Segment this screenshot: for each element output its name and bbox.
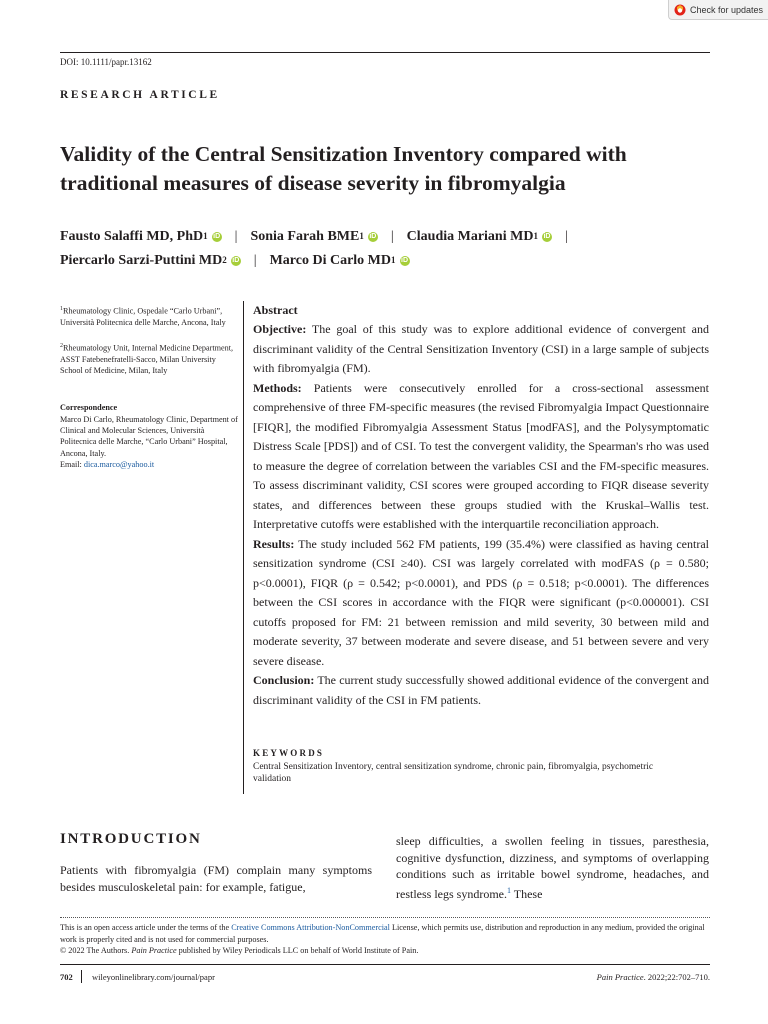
abstract-divider	[243, 301, 244, 794]
results-text: The study included 562 FM patients, 199 (35.4%) were classified as having central sensitization syndrome (CSI ≥40). CSI was largely correlated with modFAS (ρ = 0.580; p<0.0001), FIQR (ρ = 0.542; p<0.0001), and PDS (ρ = 0.518; p<0.0001). The differences between the CSI scores in accordance with the FIQR were significant (p<0.000001). CSI cutoffs proposed for FM: 21 between remission and mild severity, 30 between mild and moderate severity, 37 between moderate and severe disease, and 51 between severe and very severe disease.	[253, 536, 709, 668]
citation-details: . 2022;22:702–710.	[643, 972, 710, 982]
doi: DOI: 10.1111/papr.13162	[60, 57, 152, 67]
title-line-1: Validity of the Central Sensitization Inventory compared with	[60, 142, 627, 166]
results-label: Results:	[253, 536, 295, 551]
affiliation-number: 1	[60, 306, 63, 312]
affiliation-text: Rheumatology Unit, Internal Medicine Department, ASST Fatebenefratelli-Sacco, Milan University School of Medicine, Milan, Italy	[60, 343, 234, 376]
abstract-body	[253, 320, 709, 710]
cc-license-link[interactable]: Creative Commons Attribution-NonCommercial	[231, 923, 390, 932]
introduction-text-tail: These	[510, 886, 543, 901]
author-separator: |	[234, 229, 238, 244]
orcid-icon[interactable]: iD	[369, 233, 377, 240]
introduction-text: sleep difficulties, a swollen feeling in tissues, paresthesia, cognitive dysfunction, dizziness, and symptoms of overlapping conditions such as irritable bowel syndrome, headaches, and restless legs syndrome.	[396, 834, 709, 901]
journal-url[interactable]: wileyonlinelibrary.com/journal/papr	[92, 972, 215, 982]
author-affiliation-ref: 1	[533, 231, 538, 241]
author-name[interactable]: Piercarlo Sarzi-Puttini MD	[60, 253, 223, 268]
abstract-conclusion	[253, 671, 709, 710]
citation	[597, 972, 710, 982]
copyright-text: published by Wiley Periodicals LLC on behalf of World Institute of Pain.	[176, 946, 419, 956]
title-line-2: traditional measures of disease severity in fibromyalgia	[60, 171, 566, 195]
author-name[interactable]: Sonia Farah BME	[250, 229, 360, 244]
correspondence-block	[60, 414, 240, 470]
license-text: This is an open access article under the terms of the	[60, 923, 232, 932]
introduction-column-2	[396, 833, 709, 902]
license-notice	[60, 922, 710, 957]
introduction-heading: INTRODUCTION	[60, 831, 202, 847]
copyright-text: © 2022 The Authors.	[60, 946, 132, 956]
objective-text: The goal of this study was to explore additional evidence of convergent and discriminant validity of the Central Sensitization Inventory (CSI) in a large sample of subjects with fibromyalgia (FM).	[253, 322, 709, 375]
email-link[interactable]: dica.marco@yahoo.it	[83, 459, 155, 469]
affiliation-2	[60, 341, 240, 376]
abstract-results	[253, 535, 709, 672]
affiliation-1	[60, 304, 240, 328]
author-name[interactable]: Marco Di Carlo MD	[269, 253, 392, 268]
authors-line-1	[60, 229, 581, 245]
abstract-methods	[253, 379, 709, 535]
author-name[interactable]: Fausto Salaffi MD, PhD	[60, 229, 204, 244]
author-affiliation-ref: 1	[391, 255, 396, 265]
methods-label: Methods:	[253, 380, 302, 395]
article-type: RESEARCH ARTICLE	[60, 89, 220, 101]
keywords-text: Central Sensitization Inventory, central sensitization syndrome, chronic pain, fibromyalgia, psychometric validation	[253, 762, 654, 784]
author-separator: |	[564, 229, 568, 244]
correspondence-text: Marco Di Carlo, Rheumatology Clinic, Department of Clinical and Molecular Sciences, Università Politecnica delle Marche, “Carlo Urbani” Hospital, Ancona, Italy.	[60, 415, 238, 458]
reference-link[interactable]: 1	[506, 885, 511, 895]
orcid-icon[interactable]: iD	[232, 257, 240, 264]
email-label: Email:	[60, 459, 84, 469]
check-for-updates-label: Check for updates	[690, 4, 764, 15]
orcid-icon[interactable]: iD	[543, 233, 551, 240]
crossmark-icon	[674, 4, 686, 16]
author-separator: |	[253, 253, 257, 268]
methods-text: Patients were consecutively enrolled for a cross-sectional assessment comprehensive of three FM-specific measures (the revised Fibromyalgia Impact Questionnaire [FIQR], the modified Fibromyalgia Assessment Status [modFAS], and the Polysymptomatic Distress Scale [PDS]) and of CSI. To test the convergent validity, the Spearman's rho was used to measure the degree of correlation between the variables CSI and the FM-specific measures. To assess discriminant validity, CSI scores were grouped according to FIQR disease severity states, and differences between these groups studied with the Kruskal–Wallis test. Interpretative cutoffs were established with the interquartile reconciliation approach.	[253, 380, 709, 531]
copyright-journal: Pain Practice	[131, 946, 177, 956]
introduction-column-1: Patients with fibromyalgia (FM) complain many symptoms besides musculoskeletal pain: for example, fatigue,	[60, 863, 372, 894]
affiliation-text: Rheumatology Clinic, Ospedale “Carlo Urbani”, Università Politecnica delle Marche, Ancona, Italy	[60, 306, 226, 327]
objective-label: Objective:	[253, 322, 307, 336]
orcid-icon[interactable]: iD	[213, 233, 221, 240]
conclusion-text: The current study successfully showed additional evidence of the convergent and discriminant validity of the CSI in FM patients.	[253, 673, 709, 707]
header-rule	[60, 52, 710, 53]
footer-separator	[81, 970, 82, 983]
abstract-objective	[253, 320, 709, 379]
orcid-icon[interactable]: iD	[401, 257, 409, 264]
article-title	[60, 140, 710, 198]
license-text: License, which permits use, distribution and reproduction in any medium, provided the original work is properly cited and is not used for commercial purposes.	[60, 923, 705, 944]
license-rule	[60, 917, 710, 918]
affiliation-number: 2	[60, 343, 63, 349]
author-affiliation-ref: 1	[359, 231, 364, 241]
footer-rule	[60, 964, 710, 965]
keywords-heading: KEYWORDS	[253, 748, 325, 758]
authors-line-2	[60, 253, 410, 269]
correspondence-heading: Correspondence	[60, 403, 118, 412]
check-for-updates-button[interactable]	[668, 0, 768, 20]
author-affiliation-ref: 1	[203, 231, 208, 241]
author-name[interactable]: Claudia Mariani MD	[406, 229, 534, 244]
author-affiliation-ref: 2	[222, 255, 227, 265]
abstract-heading: Abstract	[253, 303, 298, 317]
author-separator: |	[390, 229, 394, 244]
citation-journal: Pain Practice	[596, 972, 644, 982]
page-number: 702	[60, 972, 73, 982]
conclusion-label: Conclusion:	[253, 673, 315, 687]
